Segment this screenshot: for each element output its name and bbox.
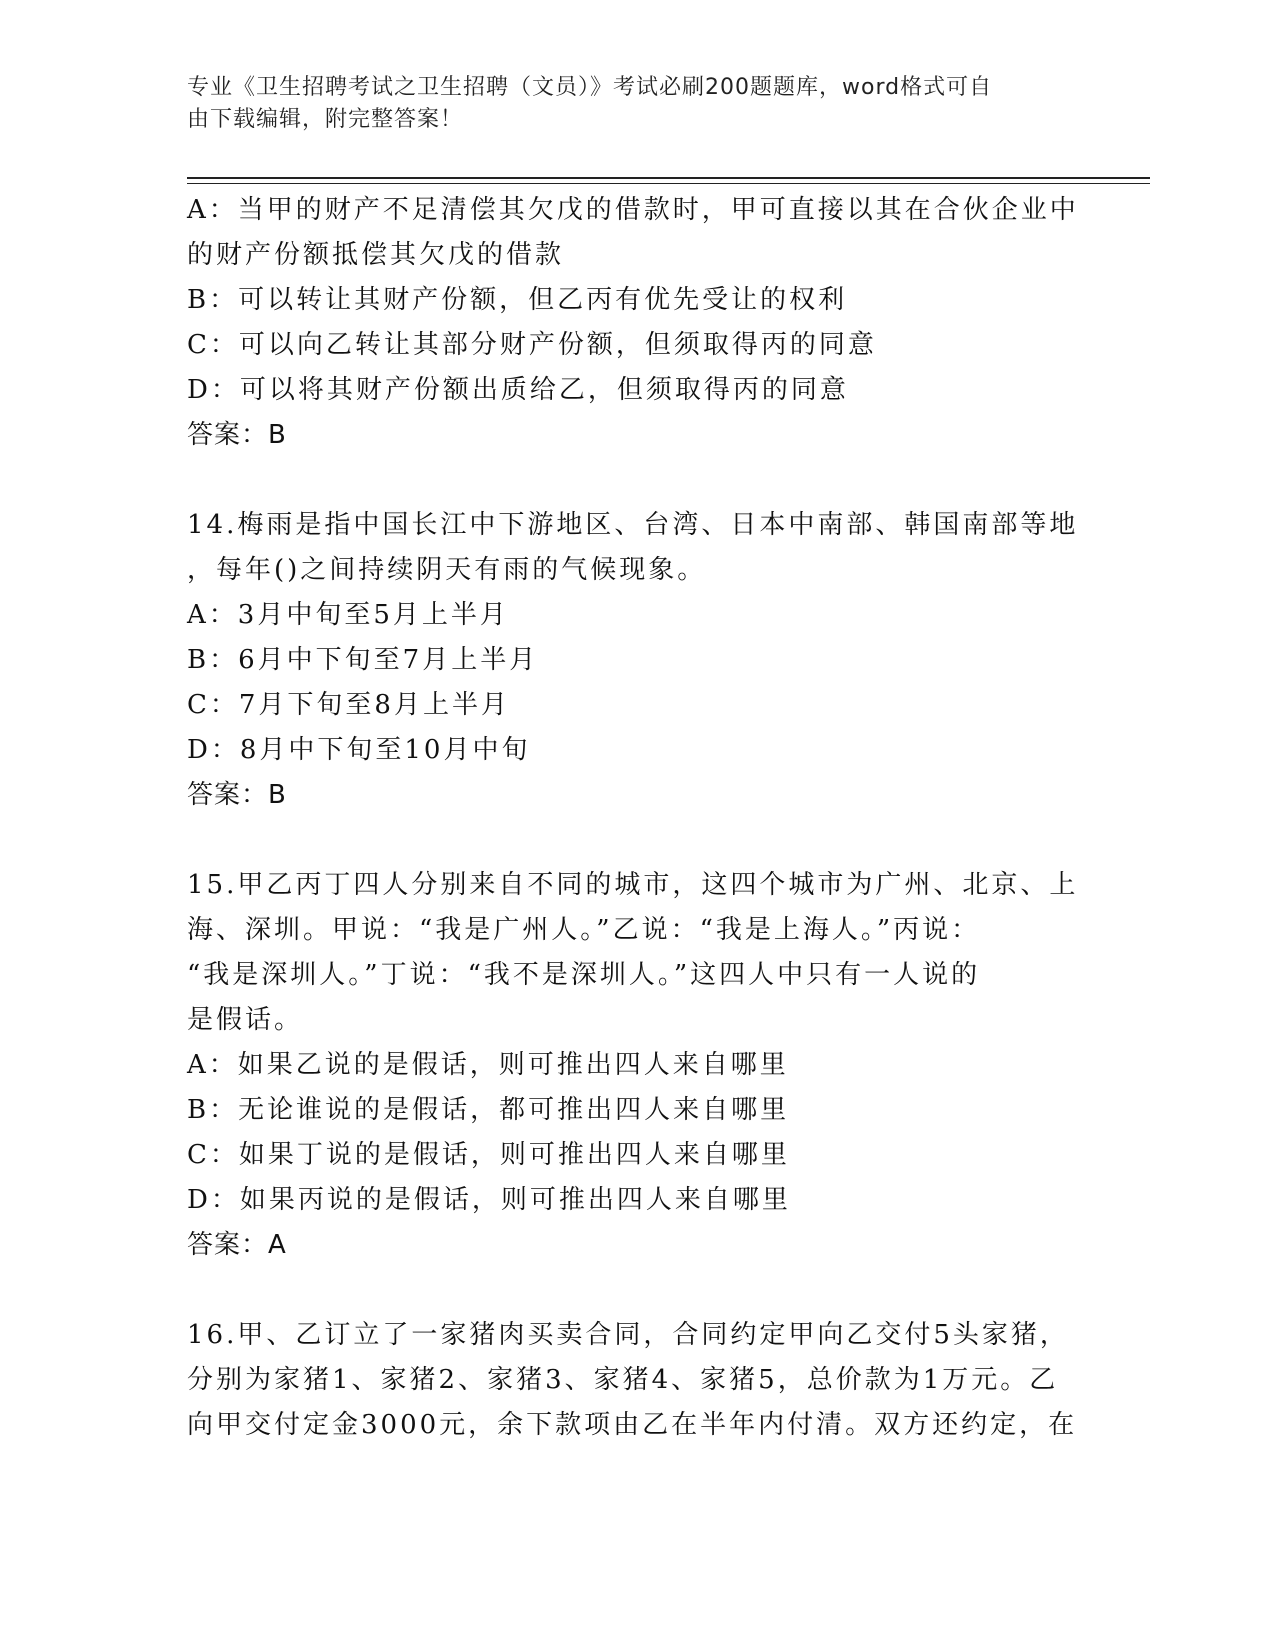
question-stem: 海、深圳。甲说：“我是广州人。”乙说：“我是上海人。”丙说： xyxy=(187,915,981,945)
document-header xyxy=(187,72,1067,136)
spacer xyxy=(187,1268,1087,1313)
option-b-text: B：无论谁说的是假话，都可推出四人来自哪里 xyxy=(187,1095,790,1125)
option-b-text: B：6月中下旬至7月上半月 xyxy=(187,645,539,675)
option-a-text: A：当甲的财产不足清偿其欠戊的借款时，甲可直接以其在合伙企业中 xyxy=(187,195,1079,225)
option-a-text: A：如果乙说的是假话，则可推出四人来自哪里 xyxy=(187,1050,789,1080)
option-d-text: D：8月中下旬至10月中旬 xyxy=(187,735,531,765)
question-stem: 16.甲、乙订立了一家猪肉买卖合同，合同约定甲向乙交付5头家猪， xyxy=(187,1320,1069,1350)
option-d-text: D：如果丙说的是假话，则可推出四人来自哪里 xyxy=(187,1185,791,1215)
question-15 xyxy=(187,863,1087,1268)
question-stem: ，每年()之间持续阴天有雨的气候现象。 xyxy=(187,555,707,585)
answer-line: 答案：B xyxy=(187,780,287,810)
question-stem: 15.甲乙丙丁四人分别来自不同的城市，这四个城市为广州、北京、上 xyxy=(187,870,1079,900)
question-14 xyxy=(187,503,1087,818)
option-a-text: A：3月中旬至5月上半月 xyxy=(187,600,509,630)
question-stem: 分别为家猪1、家猪2、家猪3、家猪4、家猪5，总价款为1万元。乙 xyxy=(187,1365,1059,1395)
header-divider-thin xyxy=(187,183,1150,184)
question-stem: 是假话。 xyxy=(187,1005,304,1035)
option-c-text: C：如果丁说的是假话，则可推出四人来自哪里 xyxy=(187,1140,790,1170)
answer-line: 答案：A xyxy=(187,1230,287,1260)
question-content xyxy=(187,188,1087,1448)
question-stem: 向甲交付定金3000元，余下款项由乙在半年内付清。双方还约定，在 xyxy=(187,1410,1078,1440)
question-13 xyxy=(187,188,1087,458)
option-a-text-continued: 的财产份额抵偿其欠戊的借款 xyxy=(187,240,565,270)
header-divider-thick xyxy=(187,177,1150,179)
option-d-text: D：可以将其财产份额出质给乙，但须取得丙的同意 xyxy=(187,375,849,405)
question-16 xyxy=(187,1313,1087,1448)
answer-line: 答案：B xyxy=(187,420,287,450)
spacer xyxy=(187,458,1087,503)
header-line: 由下载编辑，附完整答案！ xyxy=(187,107,464,132)
question-stem: “我是深圳人。”丁说：“我不是深圳人。”这四人中只有一人说的 xyxy=(187,960,981,990)
spacer xyxy=(187,818,1087,863)
option-c-text: C：7月下旬至8月上半月 xyxy=(187,690,510,720)
option-b-text: B：可以转让其财产份额，但乙丙有优先受让的权利 xyxy=(187,285,848,315)
question-stem: 14.梅雨是指中国长江中下游地区、台湾、日本中南部、韩国南部等地 xyxy=(187,510,1079,540)
option-c-text: C：可以向乙转让其部分财产份额，但须取得丙的同意 xyxy=(187,330,877,360)
header-line: 专业《卫生招聘考试之卫生招聘（文员）》考试必刷200题题库，word格式可自 xyxy=(187,75,993,100)
